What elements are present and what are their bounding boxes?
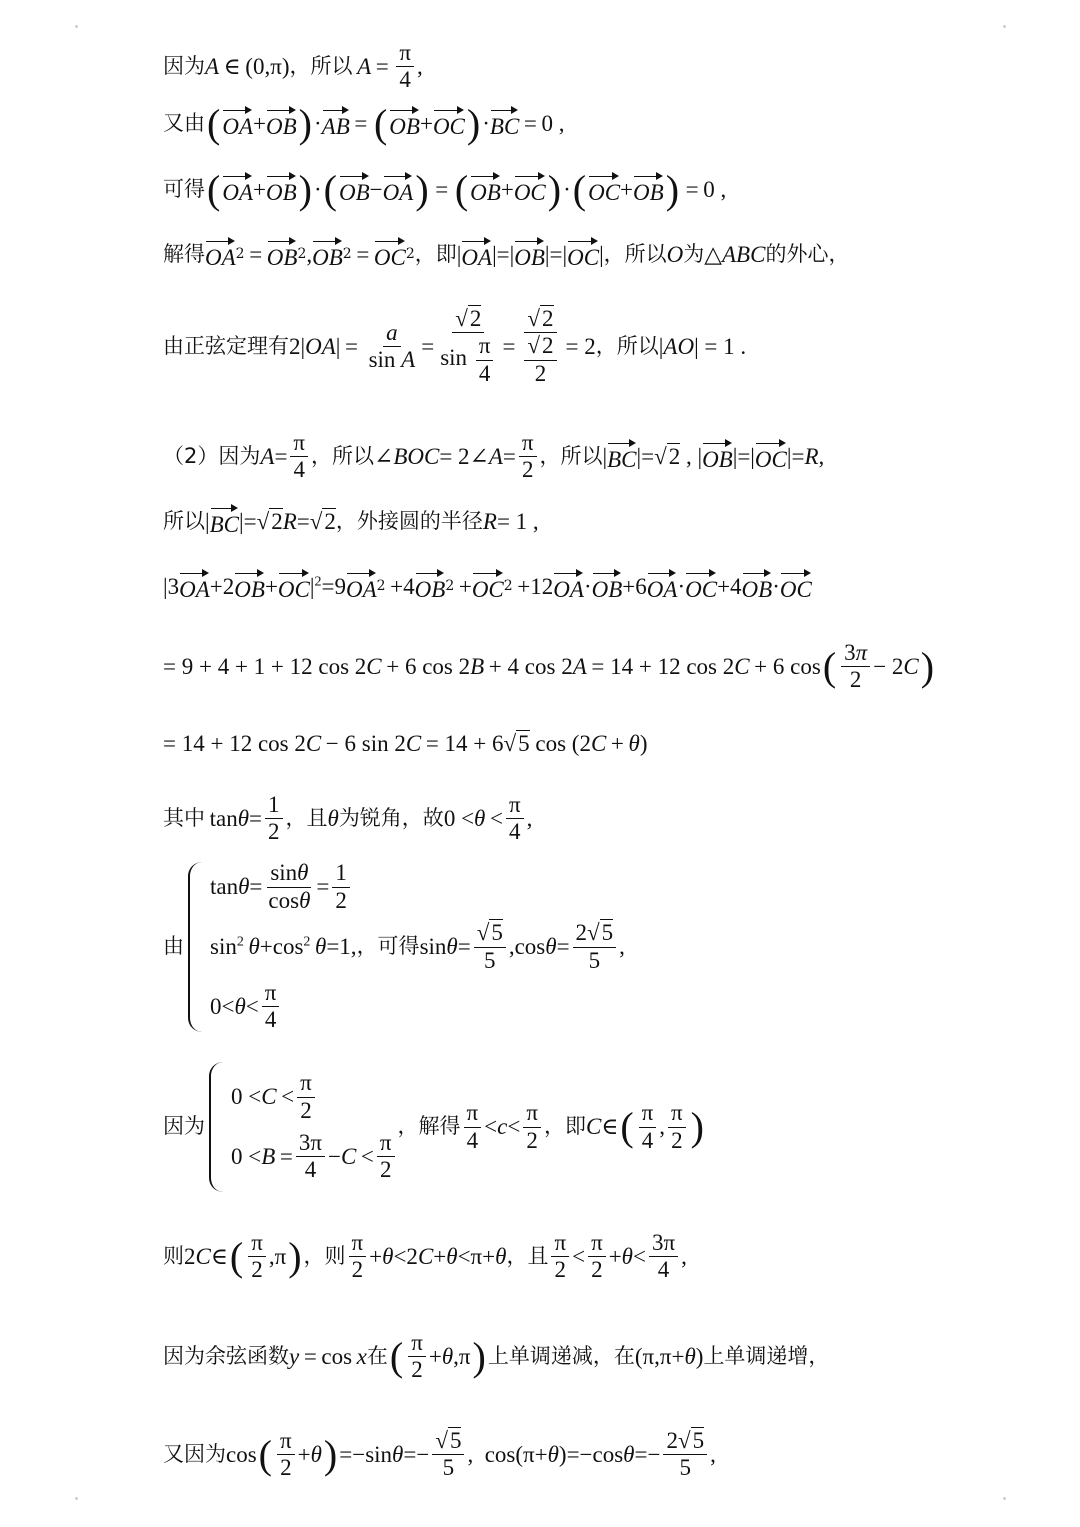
line-14: 则 2 C ∈ ( $\frac{\pi}{2}$ ,π ) ，则 $\frac{\pi}{2}$ + θ <2 C + θ <π+ θ ，且 $\frac{\pi}{2}$ < $\frac{\pi}{2}$ + θ < $\frac{3\pi}{4}$ , — [163, 1230, 687, 1283]
line-3: 可得 ( OA + OB ) · ( OB − OA ) = ( OB + OC ) · ( OC + OB ) = 0 , — [163, 167, 727, 212]
line-9: = 9 + 4 + 1 + 12 cos 2 C + 6 cos 2 B + 4 cos 2 A = 14 + 12 cos 2 C + 6 cos ( $\frac{3\pi}{2}$ − 2 C ) — [163, 640, 935, 693]
line-4: 解得 OA 2 = OB 2 , OB 2 = OC 2 ，即 | OA |=| OB |=| OC | ，所以 O 为 △ ABC 的外心， — [163, 238, 1040, 272]
line-6: （2）因为 A = $\frac{\pi}{4}$ ，所以 ∠ BOC = 2∠ A = $\frac{\pi}{2}$ ，所以 | BC |=√2 , | OB |=| OC |= R , — [163, 430, 825, 483]
line-16: 又因为 cos ( $\frac{\pi}{2}$ + θ ) =−sin θ =− $\frac{√5}{5}$ , cos(π+ θ )=−cos θ =− $\frac{2√5}{5}$ , — [163, 1428, 716, 1481]
left-brace — [188, 862, 204, 1032]
line-12: 由 tan θ = $\frac{\sin\theta}{\cos\theta}$ = $\frac{1}{2}$ $\sin^2$ θ $+\cos^2$ θ =1, ，可得 sin θ = $\frac{√5}{5}$ ,cos θ = $\frac{2√5}{5}$ , 0< θ < $\frac{\pi}{4}$ — [163, 860, 625, 1033]
line-11: 其中 tan θ = $\frac{1}{2}$ ，且 θ 为锐角，故 0 < θ < $\frac{\pi}{4}$ , — [163, 792, 533, 845]
line-8: |3 OA +2 OB + OC $|^2=9$ OA 2 +4 OB 2 + OC 2 +12 OA · OB +6 OA · OC +4 OB · OC — [163, 570, 1040, 604]
line-7: 所以 | BC |=√2 R =√2 ，外接圆的半径 R = 1 , — [163, 505, 1040, 539]
left-brace — [209, 1062, 225, 1192]
line-10: = 14 + 12 cos 2 C − 6 sin 2 C = 14 + 6√5 cos (2 C + θ ) — [163, 731, 648, 756]
inequality-system: 0 < C < $\frac{\pi}{2}$ 0 < B = $\frac{3\pi}{4}$ − C < $\frac{\pi}{2}$ — [231, 1070, 398, 1184]
line-1: 因为 A ∈ (0,π) ，所以 A = $\frac{\pi}{4}$ , — [163, 40, 423, 93]
line-15: 因为余弦函数 y = cos x 在 ( $\frac{\pi}{2}$ + θ ,π ) 上单调递减，在 (π,π+ θ ) 上单调递增， — [163, 1330, 830, 1383]
line-2: 又由 ( OA + OB ) · AB = ( OB + OC ) · BC = 0 , — [163, 101, 565, 146]
line-13: 因为 0 < C < $\frac{\pi}{2}$ 0 < B = $\frac{3\pi}{4}$ − C < $\frac{\pi}{2}$ ，解得 $\frac{\pi}{4}$ < c < $\frac{\pi}{2}$ ，即 C ∈ ( $\frac{\pi}{4}$ , $\frac{\pi}{2}$ ) — [163, 1062, 1040, 1192]
equation-system: tan θ = $\frac{\sin\theta}{\cos\theta}$ = $\frac{1}{2}$ $\sin^2$ θ $+\cos^2$ θ =1, ，可得 sin θ = $\frac{√5}{5}$ ,cos θ = $\frac{2√5}{5}$ , 0< θ < $\frac{\pi}{4}$ — [210, 860, 625, 1033]
line-5: 由正弦定理有 2| OA | = $\frac{a}{\text{sin A}}$ = √2 sin $\frac{\pi}{4}$ = $\frac{√2}{\frac{√2}{2}}$ = 2 ，所以 | AO | = 1 . — [163, 306, 747, 386]
